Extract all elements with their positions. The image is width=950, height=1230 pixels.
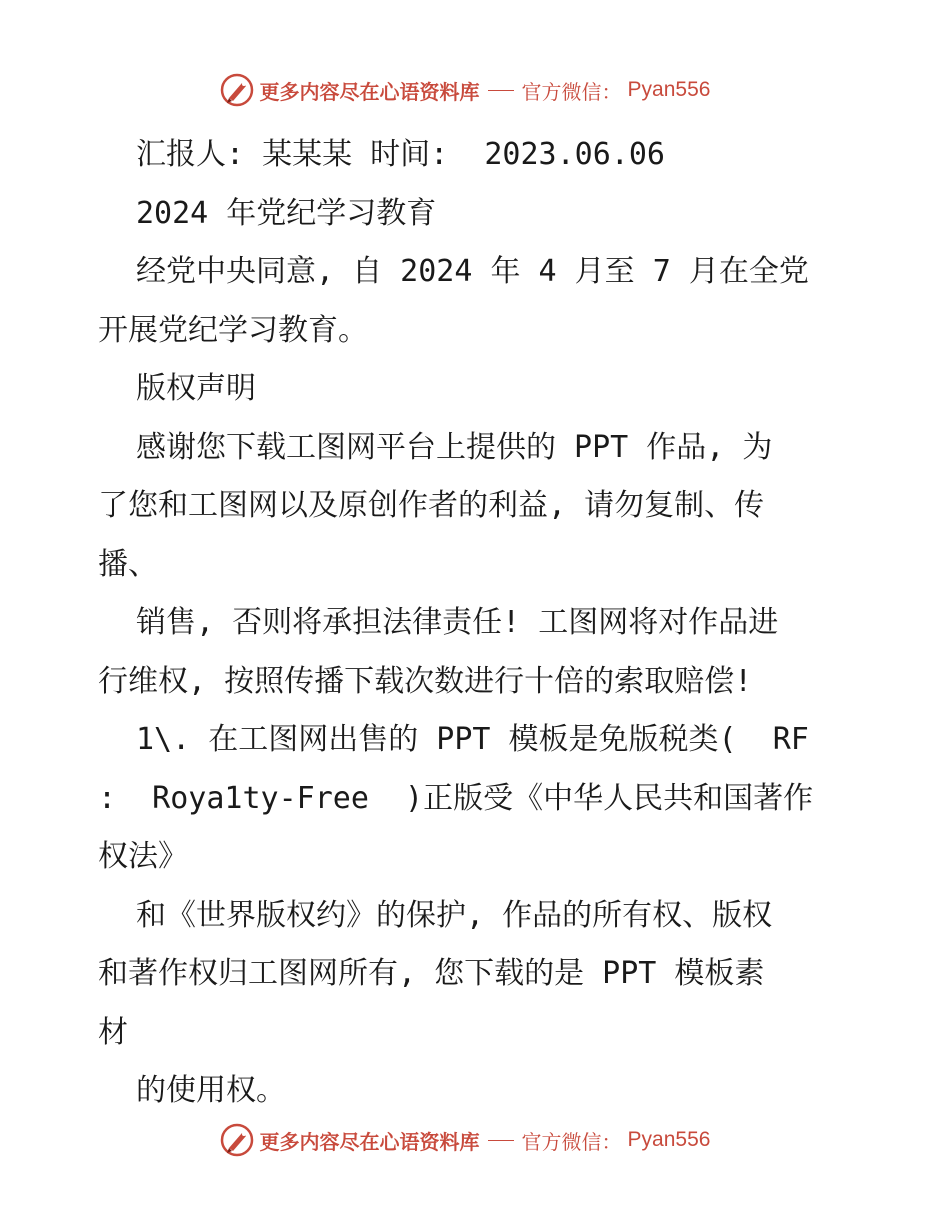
header-banner-inner: [220, 73, 711, 107]
paragraph-line: 1\. 在工图网出售的 PPT 模板是免版税类( RF: [136, 722, 809, 757]
paragraph-line: 权法》: [98, 839, 188, 874]
footer-banner-id: Pyan556: [627, 1128, 711, 1151]
paragraph-line: 经党中央同意, 自 2024 年 4 月至 7 月在全党: [136, 254, 809, 289]
reporter-line: 汇报人: 某某某 时间: 2023.06.06: [136, 137, 665, 172]
paragraph-line: 和《世界版权约》的保护, 作品的所有权、版权: [136, 897, 773, 933]
title-line: 2024 年党纪学习教育: [136, 195, 437, 231]
paragraph-line: 材: [98, 1014, 128, 1050]
paragraph-line: 和著作权归工图网所有, 您下载的是 PPT 模板素: [98, 956, 765, 991]
header-banner-id: Pyan556: [627, 78, 711, 101]
paragraph-line: 行维权, 按照传播下载次数进行十倍的索取赔偿!: [98, 663, 753, 699]
paragraph-line: 播、: [98, 546, 158, 582]
header-banner-dash: [488, 90, 514, 91]
footer-banner: [0, 1120, 950, 1160]
paragraph-line: 销售, 否则将承担法律责任! 工图网将对作品进: [136, 605, 779, 640]
footer-banner-label: 官方微信：: [521, 1129, 622, 1154]
footer-banner-dash: [488, 1140, 514, 1141]
footer-banner-inner: [220, 1123, 711, 1157]
paragraph-line: 了您和工图网以及原创作者的利益, 请勿复制、传: [98, 488, 765, 523]
paragraph-line: 感谢您下载工图网平台上提供的 PPT 作品, 为: [136, 429, 773, 465]
paragraph-line: 开展党纪学习教育。: [98, 312, 368, 348]
pen-logo-icon: [220, 73, 254, 107]
paragraph-line: 的使用权。: [136, 1073, 286, 1108]
paragraph-line: : Roya1ty-Free )正版受《中华人民共和国著作: [98, 780, 814, 816]
header-banner-text: 更多内容尽在心语资料库: [259, 79, 480, 104]
document-body: [98, 126, 858, 1121]
header-banner-label: 官方微信：: [521, 79, 622, 104]
footer-banner-text: 更多内容尽在心语资料库: [259, 1129, 480, 1154]
header-banner: [0, 70, 950, 110]
section-heading: 版权声明: [136, 371, 256, 406]
pen-logo-icon: [220, 1123, 254, 1157]
